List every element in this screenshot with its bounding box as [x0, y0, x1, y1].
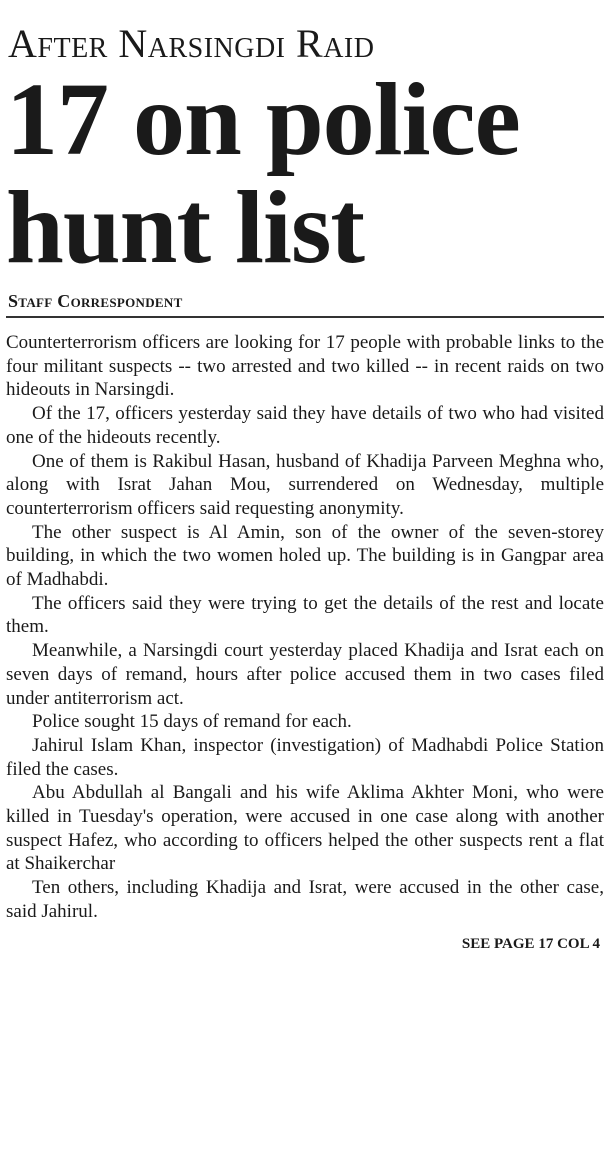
article-headline-line-1: 17 on police: [6, 62, 520, 177]
paragraph-7: Police sought 15 days of remand for each.: [32, 711, 352, 733]
paragraph-10: Ten others, including Khadija and Israt, were accused in the other case, said Jahirul.: [6, 877, 604, 922]
article-body: [6, 331, 604, 924]
paragraph-3: One of them is Rakibul Hasan, husband of Khadija Parveen Meghna who, along with Israt Jahan Mou, surrendered on Wednesday, multiple counterterrorism officers said requesting anonymity.: [6, 450, 604, 519]
article-kicker: After Narsingdi Raid: [8, 21, 375, 66]
newspaper-article: [6, 4, 604, 1152]
article-byline: Staff Correspondent: [8, 291, 183, 311]
paragraph-4: The other suspect is Al Amin, son of the owner of the seven-storey building, in which the two women holed up. The building is in Gangpar area of Madhabdi.: [6, 521, 604, 591]
article-headline-line-2: hunt list: [6, 170, 365, 285]
byline-rule: [6, 290, 604, 318]
paragraph-2: Of the 17, officers yesterday said they have details of two who had visited one of the hideouts recently.: [6, 403, 604, 448]
paragraph-8: Jahirul Islam Khan, inspector (investigation) of Madhabdi Police Station filed the cases.: [6, 734, 604, 780]
paragraph-1: Counterterrorism officers are looking for 17 people with probable links to the four militant suspects -- two arrested and two killed -- in recent raids on two hideouts in Narsingdi.: [6, 332, 604, 401]
paragraph-5: The officers said they were trying to get the details of the rest and locate them.: [6, 592, 604, 638]
continued-on-link[interactable]: SEE PAGE 17 COL 4: [461, 935, 600, 952]
paragraph-6: Meanwhile, a Narsingdi court yesterday placed Khadija and Israt each on seven days of remand, hours after police accused them in two cases filed under antiterrorism act.: [6, 640, 604, 709]
paragraph-9: Abu Abdullah al Bangali and his wife Aklima Akhter Moni, who were killed in Tuesday's operation, were accused in one case along with another suspect Hafez, who according to officers helped the other suspects rent a flat at Shaikerchar: [6, 782, 604, 875]
